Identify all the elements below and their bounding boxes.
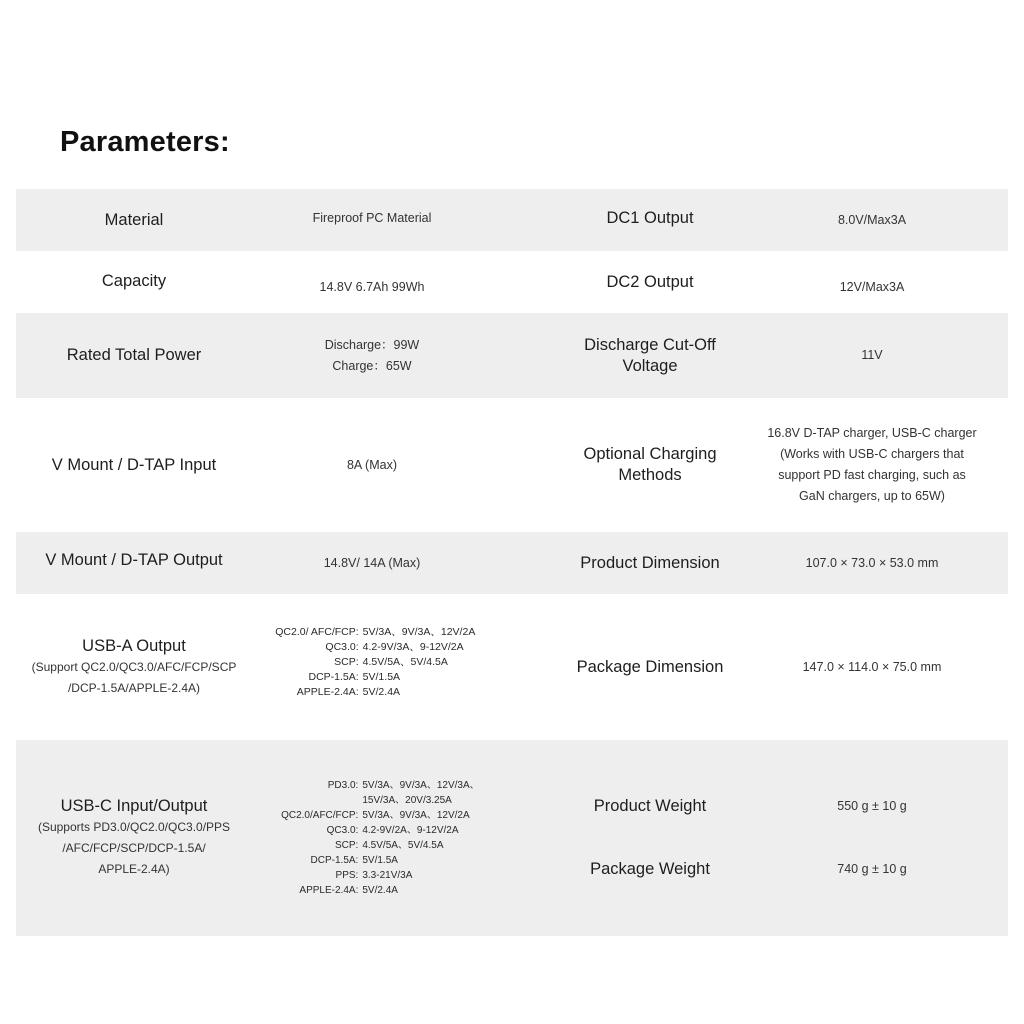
vmount-output-value: 14.8V/ 14A (Max) (323, 555, 421, 570)
spec-line: SCP: 4.5V/5A、5V/4.5A (335, 840, 444, 851)
charging-methods-line: 16.8V D-TAP charger, USB-C charger (767, 426, 977, 440)
table-row (16, 398, 1008, 532)
package-weight-value: 740 g ± 10 g (837, 862, 907, 876)
spec-line: DCP-1.5A: 5V/1.5A (310, 855, 398, 866)
table-row (16, 532, 1008, 594)
charging-methods-line: GaN chargers, up to 65W) (799, 489, 945, 503)
table-row (16, 313, 1008, 398)
cutoff-voltage-value: 11V (861, 348, 883, 362)
spec-line: PD3.0: 5V/3A、9V/3A、12V/3A、 (327, 780, 480, 791)
material-value: Fireproof PC Material (312, 210, 432, 225)
spec-line: QC3.0: 4.2-9V/3A、9-12V/2A (325, 640, 464, 653)
table-row (16, 594, 1008, 740)
package-dimension-value: 147.0 × 114.0 × 75.0 mm (802, 659, 942, 674)
usbc-spec-list (264, 778, 479, 898)
dc2-output-label: DC2 Output (606, 272, 694, 291)
page-title: Parameters: (60, 126, 230, 158)
dc1-output-label: DC1 Output (606, 208, 694, 227)
spec-line: APPLE-2.4A: 5V/2.4A (296, 685, 401, 698)
material-label: Material (104, 210, 164, 229)
charging-methods-label-line1: Optional Charging (583, 445, 717, 463)
product-weight-value: 550 g ± 10 g (837, 799, 907, 813)
discharge-power-value: Discharge：99W (324, 337, 420, 352)
spec-line: 15V/3A、20V/3.25A (362, 795, 452, 806)
spec-line: SCP: 4.5V/5A、5V/4.5A (334, 655, 448, 668)
vmount-input-label: V Mount / D-TAP Input (51, 455, 217, 474)
charge-power-value: Charge：65W (332, 358, 412, 373)
spec-line: QC2.0/ AFC/FCP: 5V/3A、9V/3A、12V/2A (275, 625, 476, 638)
vmount-input-value: 8A (Max) (346, 457, 397, 472)
table-row (16, 740, 1008, 936)
usbc-io-sub: /AFC/FCP/SCP/DCP-1.5A/ (62, 841, 206, 855)
usba-output-sub: /DCP-1.5A/APPLE-2.4A) (67, 680, 201, 695)
spec-line: QC3.0: 4.2-9V/2A、9-12V/2A (326, 825, 459, 836)
spec-line: QC2.0/AFC/FCP: 5V/3A、9V/3A、12V/2A (281, 810, 470, 821)
charging-methods-line: support PD fast charging, such as (778, 468, 966, 482)
product-dimension-label: Product Dimension (580, 553, 720, 572)
cutoff-voltage-label-line1: Discharge Cut-Off (584, 335, 716, 354)
table-row (16, 189, 1008, 251)
usba-output-label: USB-A Output (82, 636, 186, 655)
dc2-output-value: 12V/Max3A (839, 279, 905, 294)
package-weight-label: Package Weight (590, 860, 710, 878)
package-dimension-label: Package Dimension (576, 657, 724, 676)
product-weight-label: Product Weight (593, 797, 707, 815)
weight-labels (590, 796, 710, 880)
product-dimension-value: 107.0 × 73.0 × 53.0 mm (805, 555, 939, 570)
dc1-output-value: 8.0V/Max3A (837, 212, 907, 227)
weight-values (837, 796, 906, 880)
usbc-io-sub: (Supports PD3.0/QC2.0/QC3.0/PPS (37, 820, 231, 834)
usbc-io-sub: APPLE-2.4A) (98, 862, 170, 876)
charging-methods-line: (Works with USB-C chargers that (780, 447, 964, 461)
table-row (16, 251, 1008, 313)
capacity-value: 14.8V 6.7Ah 99Wh (319, 279, 425, 294)
rated-total-power-label: Rated Total Power (66, 346, 202, 364)
spec-line: DCP-1.5A: 5V/1.5A (308, 670, 401, 683)
capacity-label: Capacity (101, 271, 167, 290)
spec-line: PPS: 3.3-21V/3A (335, 870, 413, 881)
usbc-io-label: USB-C Input/Output (60, 797, 208, 815)
charging-methods-label-line2: Methods (618, 466, 682, 484)
cutoff-voltage-label-line2: Voltage (622, 356, 678, 375)
usba-output-sub: (Support QC2.0/QC3.0/AFC/FCP/SCP (31, 659, 237, 674)
usba-spec-list (269, 625, 476, 700)
spec-line: APPLE-2.4A: 5V/2.4A (299, 885, 398, 896)
vmount-output-label: V Mount / D-TAP Output (45, 550, 223, 569)
